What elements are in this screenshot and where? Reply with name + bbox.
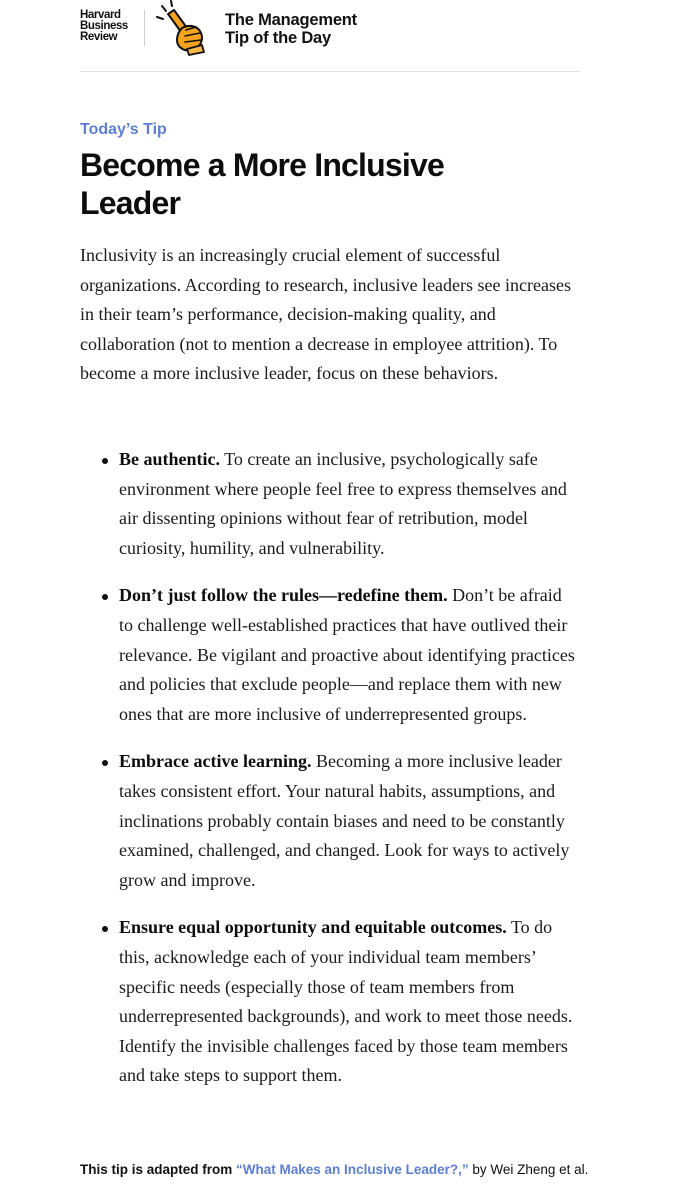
section-kicker: Today’s Tip <box>80 121 167 138</box>
logo-line: Review <box>80 31 118 43</box>
header-divider <box>144 10 145 46</box>
article-headline: Become a More Inclusive Leader <box>80 147 444 221</box>
intro-paragraph: Inclusivity is an increasingly crucial element of successful organizations. According to research, inclusive leaders see increases in their team’s performance, decision-making quality, and collaboration (not to mention a decrease in employee attrition). To become a more inclusive leader, focus on these behaviors. <box>80 245 571 384</box>
tip-text: Don’t be afraid to challenge well-established practices that have outlived their relevance. Be vigilant and proactive about identifying practices and policies that exclude people—and replace them with new ones that are more inclusive of underrepresented groups. <box>119 585 575 724</box>
title-line: Tip of the Day <box>225 29 331 47</box>
source-article-link[interactable]: “What Makes an Inclusive Leader?,” <box>236 1162 469 1177</box>
logo-line: Business <box>80 20 128 32</box>
attribution-byline: by Wei Zheng et al. <box>472 1162 589 1177</box>
tip-heading: Don’t just follow the rules—redefine them. <box>119 585 448 606</box>
list-item <box>80 581 580 729</box>
list-item <box>80 747 580 895</box>
list-item <box>80 445 580 563</box>
attribution-lead: This tip is adapted from <box>80 1162 233 1177</box>
tip-text: To create an inclusive, psychologically safe environment where people feel free to express themselves and air dissenting opinions without fear of retribution, model curiosity, humility, and vulnerability. <box>119 449 567 558</box>
tip-heading: Embrace active learning. <box>119 751 312 772</box>
tip-heading: Be authentic. <box>119 449 220 469</box>
newsletter-header <box>80 0 580 72</box>
pointing-hand-icon <box>152 0 212 56</box>
logo-line: Harvard <box>80 9 121 21</box>
source-attribution <box>80 1160 590 1180</box>
tip-text: Becoming a more inclusive leader takes consistent effort. Your natural habits, assumptions, and inclinations probably contain biases and need to be constantly examined, challenged, and changed. Look for ways to actively grow and improve. <box>119 751 570 890</box>
tip-heading: Ensure equal opportunity and equitable outcomes. <box>119 917 507 938</box>
newsletter-title <box>225 11 445 47</box>
header-divider-rule <box>80 71 580 72</box>
title-line: The Management <box>225 11 357 29</box>
tips-list <box>80 445 580 1109</box>
list-item <box>80 913 580 1091</box>
tip-text: To do this, acknowledge each of your individual team members’ specific needs (especially those of team members from underrepresented backgrounds), and work to meet those needs. Identify the invisible challenges faced by those team members and take steps to support them. <box>119 917 573 1086</box>
hbr-logo[interactable] <box>80 10 140 43</box>
